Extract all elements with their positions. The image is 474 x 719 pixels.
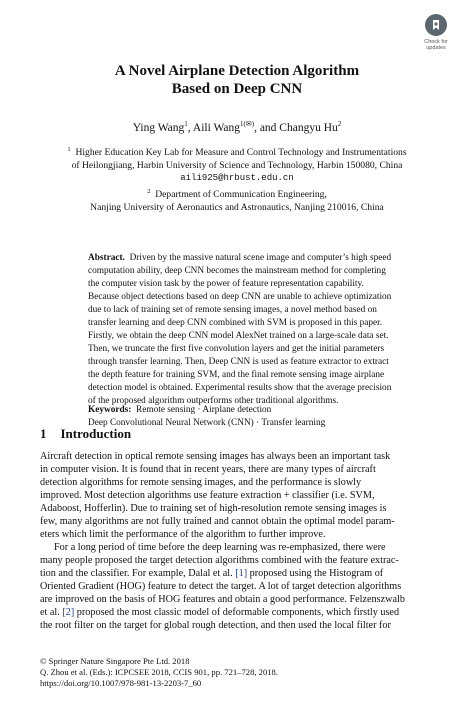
abstract-line: detection model is obtained. Experimental results show that the average precision bbox=[88, 383, 392, 393]
paper-title bbox=[40, 62, 434, 98]
introduction-body bbox=[40, 450, 434, 632]
publication-footer bbox=[40, 656, 278, 689]
body-line: eters which limit the performance of the algorithm to further improve. bbox=[40, 529, 326, 540]
body-text: proposed the most classic model of deformable components, which firstly used bbox=[76, 607, 400, 618]
author-separator: , bbox=[187, 121, 193, 134]
badge-line-2: updates bbox=[426, 45, 446, 51]
affiliation-2-mark: 2 bbox=[147, 188, 151, 196]
body-text: proposed using the Histogram of bbox=[249, 568, 384, 579]
affiliation-2-text: Department of Communication Engineering, bbox=[155, 189, 327, 201]
author-1-affil-mark: 1 bbox=[184, 120, 188, 128]
section-number: 1 bbox=[40, 426, 47, 441]
abstract-line: of the proposed algorithm outperforms other traditional algorithms. bbox=[88, 396, 339, 406]
title-line-1: A Novel Airplane Detection Algorithm bbox=[114, 63, 360, 79]
abstract-line: the computer vision task by the power of feature representation capability. bbox=[88, 279, 364, 289]
body-line: many people proposed the target detection algorithms combined with the feature extrac- bbox=[40, 555, 399, 566]
body-line: Oriented Gradient (HOG) feature to detect the target. A lot of target detection algorithms bbox=[40, 581, 402, 592]
author-3-affil-mark: 2 bbox=[337, 120, 342, 128]
author-list bbox=[40, 120, 434, 134]
body-line: in computer vision. It is found that in recent years, there are many types of aircraft bbox=[40, 464, 376, 475]
keywords bbox=[88, 404, 402, 430]
affiliations bbox=[40, 143, 434, 214]
body-line: the root filter on the target for global rough detection, and then used the local filter for bbox=[40, 620, 391, 631]
title-line-2: Based on Deep CNN bbox=[171, 81, 303, 97]
author-1: Ying Wang bbox=[132, 121, 185, 134]
abstract bbox=[88, 252, 402, 408]
body-text: tion and the classifier. For example, Dalal et al. bbox=[40, 568, 233, 579]
abstract-line: through transfer learning. Then, Deep CNN is used as feature extractor to extract bbox=[88, 357, 389, 367]
keywords-line-1 bbox=[88, 404, 402, 417]
copyright-line: © Springer Nature Singapore Pte Ltd. 2018 bbox=[40, 656, 190, 666]
citation-line: Q. Zhou et al. (Eds.): ICPCSEE 2018, CCIS 901, pp. 721–728, 2018. bbox=[40, 667, 278, 677]
badge-text bbox=[424, 39, 448, 51]
abstract-line: Then, we truncate the first five convolution layers and get the initial parameters bbox=[88, 344, 385, 354]
check-for-updates-badge[interactable] bbox=[418, 14, 454, 60]
doi-link[interactable]: https://doi.org/10.1007/978-981-13-2203-7_60 bbox=[40, 678, 202, 688]
body-line: Aircraft detection in optical remote sensing images has always been an important task bbox=[40, 451, 391, 462]
section-title: Introduction bbox=[60, 426, 132, 441]
abstract-text: Driven by the massive natural scene image and computer’s high speed bbox=[129, 253, 392, 263]
section-heading bbox=[40, 426, 131, 442]
abstract-line: Firstly, we obtain the deep CNN model AlexNet trained on a large-scale data set. bbox=[88, 331, 389, 341]
abstract-line: due to lack of training set of remote sensing images, a novel method based on bbox=[88, 305, 377, 315]
abstract-line: transfer learning and deep CNN combined with SVM is proposed in this paper. bbox=[88, 318, 383, 328]
affiliation-2-line-2: Nanjing University of Aeronautics and Astronautics, Nanjing 210016, China bbox=[90, 202, 384, 214]
body-line bbox=[40, 567, 434, 580]
abstract-line: Because object detections based on deep CNN are unable to achieve optimization bbox=[88, 292, 392, 302]
body-text: et al. bbox=[40, 607, 60, 618]
body-line: Adaboost, Hofferlin). Due to training set of high-resolution remote sensing images is bbox=[40, 503, 387, 514]
affiliation-1-text: Higher Education Key Lab for Measure and Control Technology and Instrumentations bbox=[75, 147, 407, 159]
affiliation-2-line-1 bbox=[40, 185, 434, 201]
abstract-line: the depth feature for training SVM, and the final remote sensing image airplane bbox=[88, 370, 385, 380]
body-line: For a long period of time before the deep learning was re-emphasized, there were bbox=[54, 542, 386, 553]
abstract-line bbox=[88, 252, 402, 265]
author-2-affil-mark: 1(✉) bbox=[240, 120, 255, 128]
body-line: few, many algorithms are not fully trained and cannot obtain the optimal model param- bbox=[40, 516, 395, 527]
body-line: detection algorithms for remote sensing images, and the performance is slowly bbox=[40, 477, 362, 488]
abstract-line: computation ability, deep CNN becomes the mainstream method for completing bbox=[88, 266, 386, 276]
author-separator: , and bbox=[254, 121, 280, 134]
affiliation-1-line-2: of Heilongjiang, Harbin University of Science and Technology, Harbin 150080, China bbox=[71, 160, 403, 172]
author-email[interactable]: aili925@hrbust.edu.cn bbox=[180, 173, 294, 184]
abstract-label: Abstract. bbox=[88, 253, 125, 263]
keywords-text: Remote sensing · Airplane detection bbox=[136, 405, 272, 415]
citation-link[interactable]: [2] bbox=[62, 607, 75, 618]
author-3: Changyu Hu bbox=[279, 121, 338, 134]
citation-link[interactable]: [1] bbox=[235, 568, 248, 579]
bookmark-icon bbox=[425, 14, 447, 36]
badge-line-1: Check for bbox=[424, 39, 448, 45]
author-2: Aili Wang bbox=[192, 121, 241, 134]
affiliation-1-line-1 bbox=[40, 143, 434, 159]
keywords-label: Keywords: bbox=[88, 405, 132, 415]
affiliation-1-mark: 1 bbox=[67, 146, 71, 153]
body-line bbox=[40, 606, 434, 619]
body-line: are improved on the basis of HOG features and obtain a good performance. Felzenszwalb bbox=[40, 594, 405, 605]
body-line: improved. Most detection algorithms use feature extraction + classifier (i.e. SVM, bbox=[40, 490, 375, 501]
keywords-line-2: Deep Convolutional Neural Network (CNN) · Transfer learning bbox=[88, 418, 326, 428]
